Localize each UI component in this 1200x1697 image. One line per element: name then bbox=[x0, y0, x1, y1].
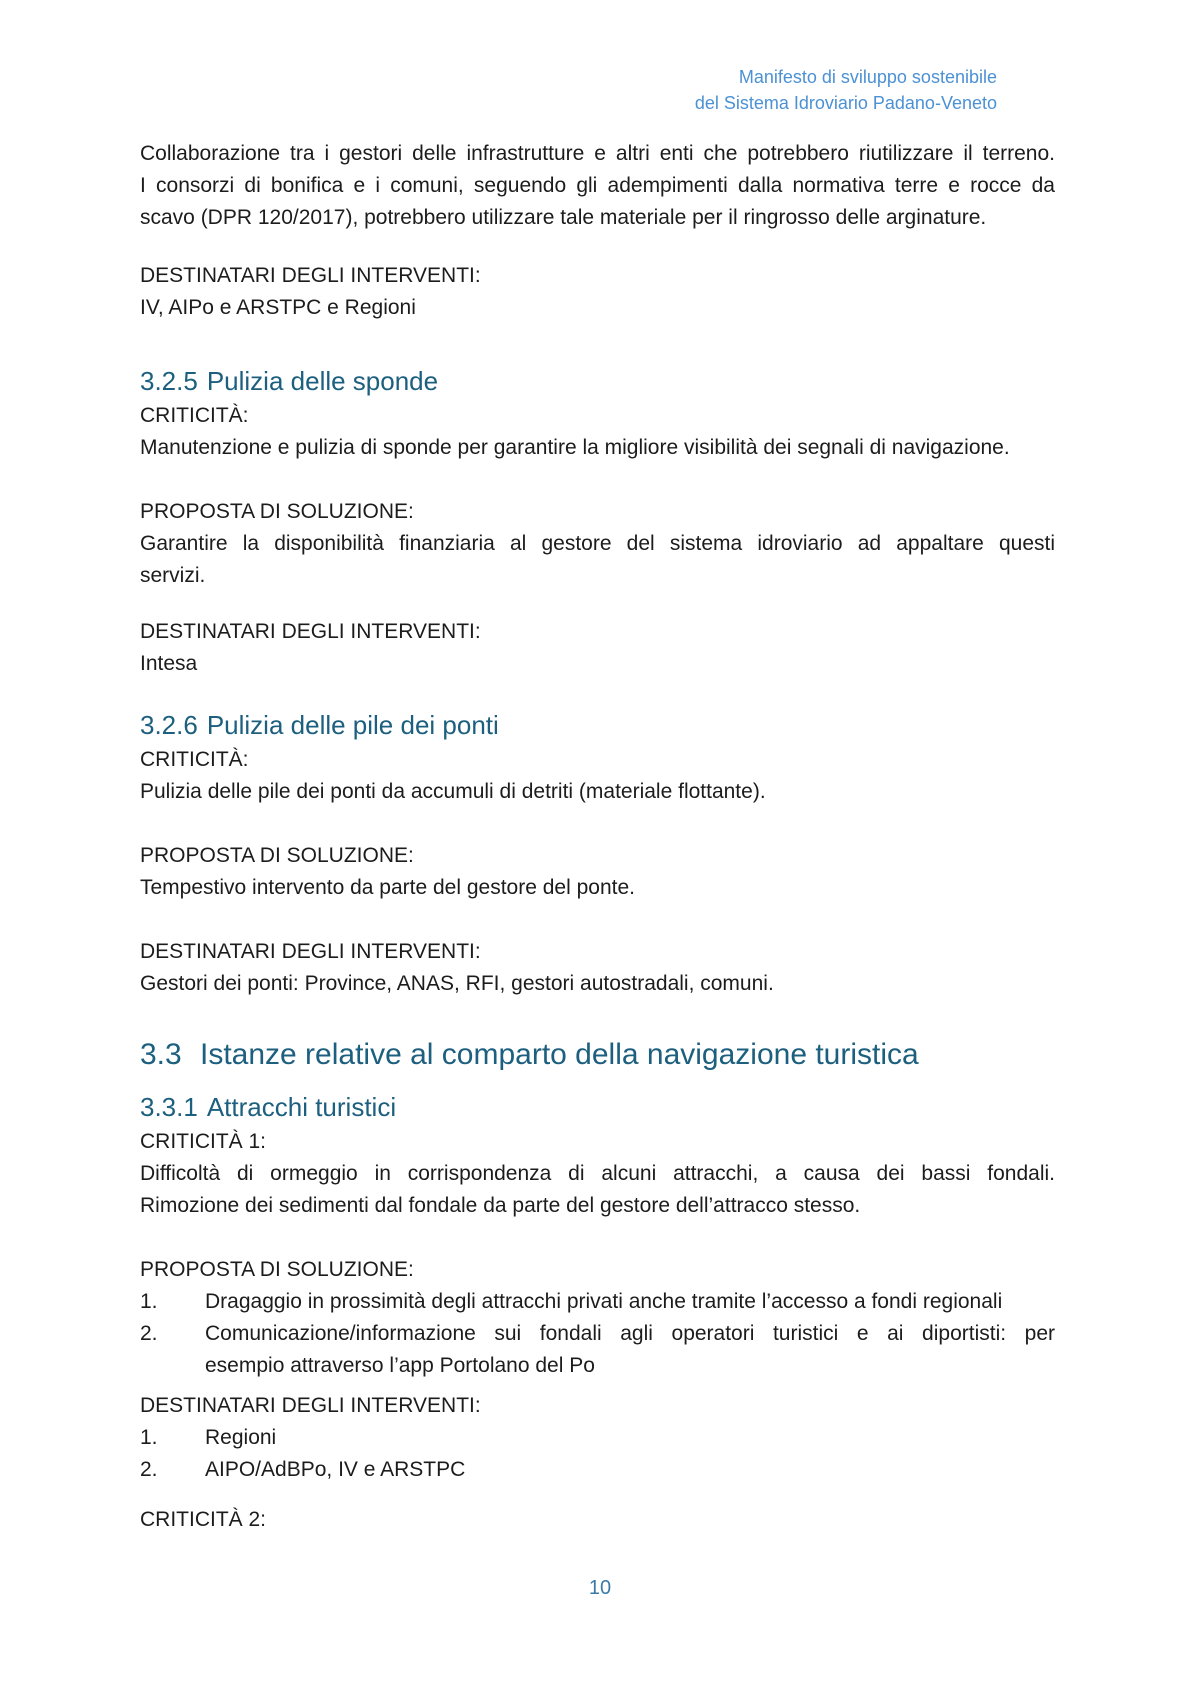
criticita-label: CRITICITÀ: bbox=[140, 748, 249, 771]
list-line: esempio attraverso l’app Portolano del Po bbox=[205, 1354, 595, 1377]
heading-title: Pulizia delle pile dei ponti bbox=[206, 710, 499, 740]
destinatari-label: DESTINATARI DEGLI INTERVENTI: bbox=[140, 264, 481, 287]
list-line: Comunicazione/informazione sui fondali agli operatori turistici e ai diportisti: per bbox=[205, 1322, 1055, 1345]
heading-number: 3.3.1 bbox=[140, 1092, 198, 1122]
heading-number: 3.2.5 bbox=[140, 366, 198, 396]
proposta-line: servizi. bbox=[140, 564, 206, 587]
proposta-block-3-2-5 bbox=[140, 496, 1055, 592]
list-text bbox=[205, 1286, 1055, 1318]
section-heading-3-3-1 bbox=[140, 1088, 1055, 1126]
list-text: Regioni bbox=[205, 1426, 277, 1449]
criticita-label: CRITICITÀ 2: bbox=[140, 1508, 267, 1531]
destinatari-label: DESTINATARI DEGLI INTERVENTI: bbox=[140, 940, 481, 963]
proposta-label: PROPOSTA DI SOLUZIONE: bbox=[140, 500, 414, 523]
intro-paragraph bbox=[140, 138, 1055, 234]
proposta-label: PROPOSTA DI SOLUZIONE: bbox=[140, 1258, 414, 1281]
destinatari-value: Gestori dei ponti: Province, ANAS, RFI, gestori autostradali, comuni. bbox=[140, 972, 774, 995]
heading-title: Pulizia delle sponde bbox=[206, 366, 439, 396]
heading-number: 3.3 bbox=[140, 1038, 182, 1071]
proposta-text: Tempestivo intervento da parte del gestore del ponte. bbox=[140, 876, 635, 899]
destinatari-label: DESTINATARI DEGLI INTERVENTI: bbox=[140, 620, 481, 643]
proposta-label: PROPOSTA DI SOLUZIONE: bbox=[140, 844, 414, 867]
criticita-line: Difficoltà di ormeggio in corrispondenza di alcuni attracchi, a causa dei bassi fondali. bbox=[140, 1162, 1055, 1185]
proposta-block-3-3-1 bbox=[140, 1254, 1055, 1382]
proposta-block-3-2-6 bbox=[140, 840, 1055, 904]
heading-number: 3.2.6 bbox=[140, 710, 198, 740]
criticita-text: Manutenzione e pulizia di sponde per garantire la migliore visibilità dei segnali di navigazione. bbox=[140, 436, 1010, 459]
paragraph-line: Collaborazione tra i gestori delle infrastrutture e altri enti che potrebbero riutilizzare il terreno. bbox=[140, 142, 1055, 165]
criticita1-block-3-3-1 bbox=[140, 1126, 1055, 1222]
destinatari-block-3-2-5 bbox=[140, 616, 1055, 680]
page-number: 10 bbox=[588, 1577, 612, 1599]
list-number: 1. bbox=[140, 1426, 158, 1449]
list-number: 1. bbox=[140, 1290, 158, 1313]
proposta-line: Garantire la disponibilità finanziaria al gestore del sistema idroviario ad appaltare questi bbox=[140, 532, 1055, 555]
list-item bbox=[140, 1454, 1055, 1486]
list-line: Dragaggio in prossimità degli attracchi privati anche tramite l’accesso a fondi regionali bbox=[205, 1290, 1003, 1313]
criticita-text: Pulizia delle pile dei ponti da accumuli di detriti (materiale flottante). bbox=[140, 780, 766, 803]
criticita2-block bbox=[140, 1504, 1055, 1536]
list-text: AIPO/AdBPo, IV e ARSTPC bbox=[205, 1458, 466, 1481]
destinatari-block-intro bbox=[140, 260, 1055, 324]
list-item bbox=[140, 1286, 1055, 1318]
heading-title: Istanze relative al comparto della navigazione turistica bbox=[200, 1038, 919, 1071]
destinatari-block-3-2-6 bbox=[140, 936, 1055, 1000]
list-number: 2. bbox=[140, 1458, 158, 1481]
list-item bbox=[140, 1318, 1055, 1382]
document-header bbox=[140, 64, 1055, 116]
paragraph-line: I consorzi di bonifica e i comuni, seguendo gli adempimenti dalla normativa terre e rocce da bbox=[140, 174, 1055, 197]
heading-title: Attracchi turistici bbox=[206, 1092, 397, 1122]
destinatari-label: DESTINATARI DEGLI INTERVENTI: bbox=[140, 1394, 481, 1417]
destinatari-value: Intesa bbox=[140, 652, 198, 675]
list-number: 2. bbox=[140, 1322, 158, 1345]
header-line-2: del Sistema Idroviario Padano-Veneto bbox=[694, 93, 997, 113]
criticita-block-3-2-6 bbox=[140, 744, 1055, 808]
criticita-block-3-2-5 bbox=[140, 400, 1055, 464]
destinatari-value: IV, AIPo e ARSTPC e Regioni bbox=[140, 296, 416, 319]
paragraph-line: scavo (DPR 120/2017), potrebbero utilizzare tale materiale per il ringrosso delle arginature. bbox=[140, 206, 987, 229]
criticita-label: CRITICITÀ: bbox=[140, 404, 249, 427]
destinatari-block-3-3-1 bbox=[140, 1390, 1055, 1486]
header-line-1: Manifesto di sviluppo sostenibile bbox=[738, 67, 997, 87]
section-heading-3-3 bbox=[140, 1032, 1055, 1078]
criticita-label: CRITICITÀ 1: bbox=[140, 1130, 267, 1153]
criticita-line: Rimozione dei sedimenti dal fondale da parte del gestore dell’attracco stesso. bbox=[140, 1194, 861, 1217]
section-heading-3-2-6 bbox=[140, 706, 1055, 744]
section-heading-3-2-5 bbox=[140, 362, 1055, 400]
list-item bbox=[140, 1422, 1055, 1454]
document-content bbox=[140, 0, 1055, 1536]
list-text bbox=[205, 1318, 1055, 1382]
